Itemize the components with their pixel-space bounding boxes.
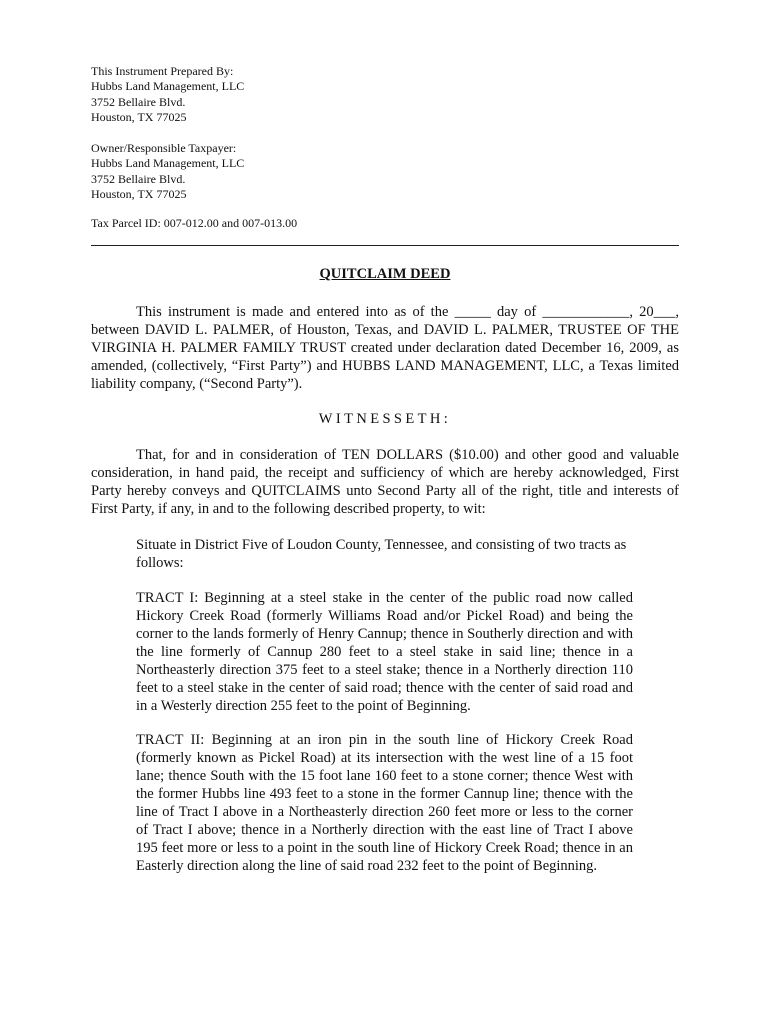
preparer-street: 3752 Bellaire Blvd. — [91, 94, 186, 109]
tax-parcel-id — [91, 216, 491, 231]
preparer-label: This Instrument Prepared By: — [91, 64, 234, 78]
consideration-paragraph: That, for and in consideration of TEN DOLLARS ($10.00) and other good and valuable consideration, in hand paid, the receipt and sufficiency of which are hereby acknowledged, First Party hereby conveys and QUITCLAIMS unto Second Party all of the right, title and interests of First Party, if any, in and to the following described property, to wit: — [91, 447, 679, 517]
tract-two-description: TRACT II: Beginning at an iron pin in the south line of Hickory Creek Road (formerly known as Pickel Road) at its intersection with the west line of a 15 foot lane; thence South with the 15 foot lane 160 feet to a stone corner; thence West with the former Hubbs line 493 feet to a stone in the former Cannup line; thence with the line of Tract I above in a Northeasterly direction 260 feet more or less to the corner of Tract I above; thence in a Northerly direction with the east line of Tract I above 195 feet more or less to a point in the south line of Hickory Creek Road; thence in an Easterly direction along the line of said road 232 feet to the point of Beginning. — [136, 732, 633, 874]
taxpayer-block — [91, 141, 491, 202]
preparer-block — [91, 64, 491, 125]
tax-parcel-text: Tax Parcel ID: 007-012.00 and 007-013.00 — [91, 216, 298, 230]
document-title: QUITCLAIM DEED — [319, 266, 451, 282]
situate-paragraph: Situate in District Five of Loudon County, Tennessee, and consisting of two tracts as follows: — [136, 537, 627, 571]
witnesseth-heading: WITNESSETH: — [318, 411, 452, 427]
preparer-name: Hubbs Land Management, LLC — [91, 79, 245, 94]
tract-one-description: TRACT I: Beginning at a steel stake in the center of the public road now called Hickory Creek Road (formerly Williams Road and/or Pickel Road) and being the corner to the lands formerly of Henry Cannup; thence in Southerly direction and with the line formerly of Cannup 280 feet to a steel stake in said line; thence in a Northeasterly direction 375 feet to a steel stake; thence in a Northerly direction 110 feet to a steel stake in the center of said road; thence with the center of said road and in a Westerly direction 255 feet to the point of Beginning. — [136, 590, 633, 714]
horizontal-divider — [91, 245, 679, 246]
intro-paragraph: This instrument is made and entered into as of the _____ day of ____________, 20___, between DAVID L. PALMER, of Houston, Texas, and DAVID L. PALMER, TRUSTEE OF THE VIRGINIA H. PALMER FAMILY TRUST created under declaration dated December 16, 2009, as amended, (collectively, “First Party”) and HUBBS LAND MANAGEMENT, LLC, a Texas limited liability company, (“Second Party”). — [91, 304, 679, 392]
preparer-city: Houston, TX 77025 — [91, 109, 187, 124]
taxpayer-label: Owner/Responsible Taxpayer: — [91, 141, 237, 155]
taxpayer-name: Hubbs Land Management, LLC — [91, 156, 245, 171]
taxpayer-city: Houston, TX 77025 — [91, 186, 187, 201]
taxpayer-street: 3752 Bellaire Blvd. — [91, 171, 186, 186]
